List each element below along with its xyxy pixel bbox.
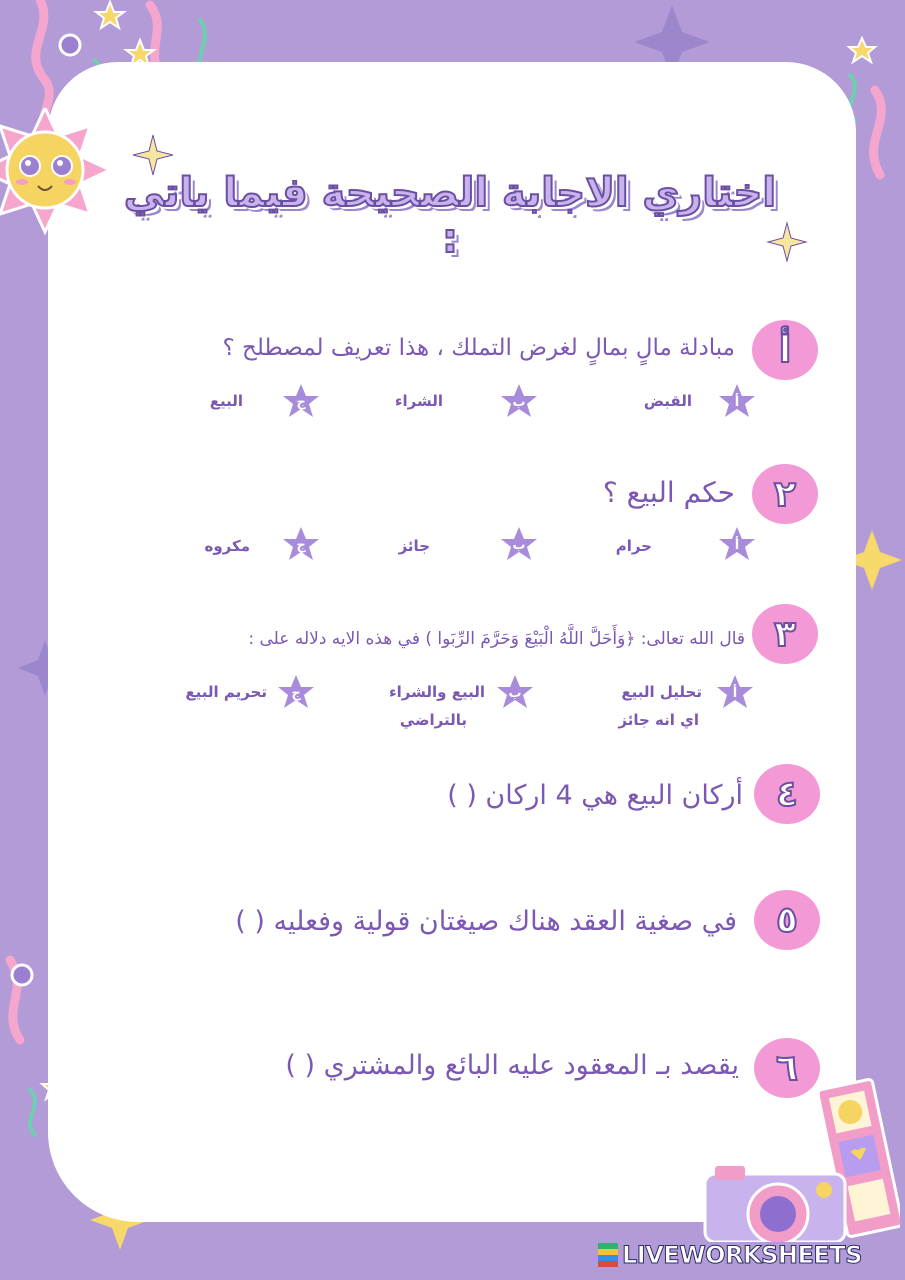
option-letter: أ [734, 538, 740, 553]
option-star-icon [277, 673, 315, 711]
option-letter: ب [508, 686, 522, 701]
live-badge-icon [598, 1243, 618, 1267]
option-star-icon [718, 525, 756, 563]
sun-face-icon [0, 108, 110, 258]
option-letter: ب [512, 538, 526, 553]
brand-text: LIVEWORKSHEETS [622, 1241, 862, 1269]
option-letter: ج [296, 395, 306, 410]
option-label[interactable]: مكروه [204, 537, 250, 555]
option-label-line2[interactable]: بالتراضي [399, 711, 467, 729]
question-number: ٦ [754, 1038, 820, 1098]
question-text: حكم البيع ؟ [602, 476, 735, 509]
question-text: قال الله تعالى: ﴿وَأَحَلَّ اللَّهُ الْبَيْعَ وَحَرَّمَ الرِّبَوا ) في هذه الايه دلاله على : [248, 629, 745, 649]
option-star-icon [496, 673, 534, 711]
option-letter: ب [512, 395, 526, 410]
option-label[interactable]: تحليل البيع [621, 683, 702, 701]
option-star-icon [500, 382, 538, 420]
question-number: ٥ [754, 890, 820, 950]
question-number: أ [752, 320, 818, 380]
option-label[interactable]: حرام [615, 537, 652, 555]
option-label-line2[interactable]: اي انه جائز [618, 711, 699, 729]
option-letter: أ [734, 395, 740, 410]
option-star-icon [282, 525, 320, 563]
option-label[interactable]: البيع والشراء [389, 683, 485, 701]
question-number: ٤ [754, 764, 820, 824]
option-label[interactable]: القبض [643, 392, 692, 410]
option-label[interactable]: تحريم البيع [185, 683, 267, 701]
option-letter: ج [296, 538, 306, 553]
question-text: مبادلة مالٍ بمالٍ لغرض التملك ، هذا تعريف لمصطلح ؟ [222, 335, 735, 361]
option-star-icon [718, 382, 756, 420]
page-title: اختاري الاجابة الصحيحة فيما ياتي : [123, 170, 777, 262]
option-star-icon [500, 525, 538, 563]
camera-icon [700, 1162, 850, 1242]
option-star-icon [282, 382, 320, 420]
question-text[interactable]: أركان البيع هي 4 اركان ( ) [447, 780, 743, 811]
option-star-icon [716, 673, 754, 711]
question-number: ٣ [752, 604, 818, 664]
option-letter: أ [732, 686, 738, 701]
option-label[interactable]: جائز [398, 537, 430, 555]
option-label[interactable]: البيع [209, 392, 243, 410]
liveworksheets-logo [598, 1240, 862, 1270]
question-text[interactable]: يقصد بـ المعقود عليه البائع والمشتري ( ) [285, 1050, 739, 1081]
question-number: ٢ [752, 464, 818, 524]
option-letter: ج [291, 686, 301, 701]
question-text[interactable]: في صغية العقد هناك صيغتان قولية وفعليه ( ) [235, 906, 737, 937]
option-label[interactable]: الشراء [394, 392, 443, 410]
